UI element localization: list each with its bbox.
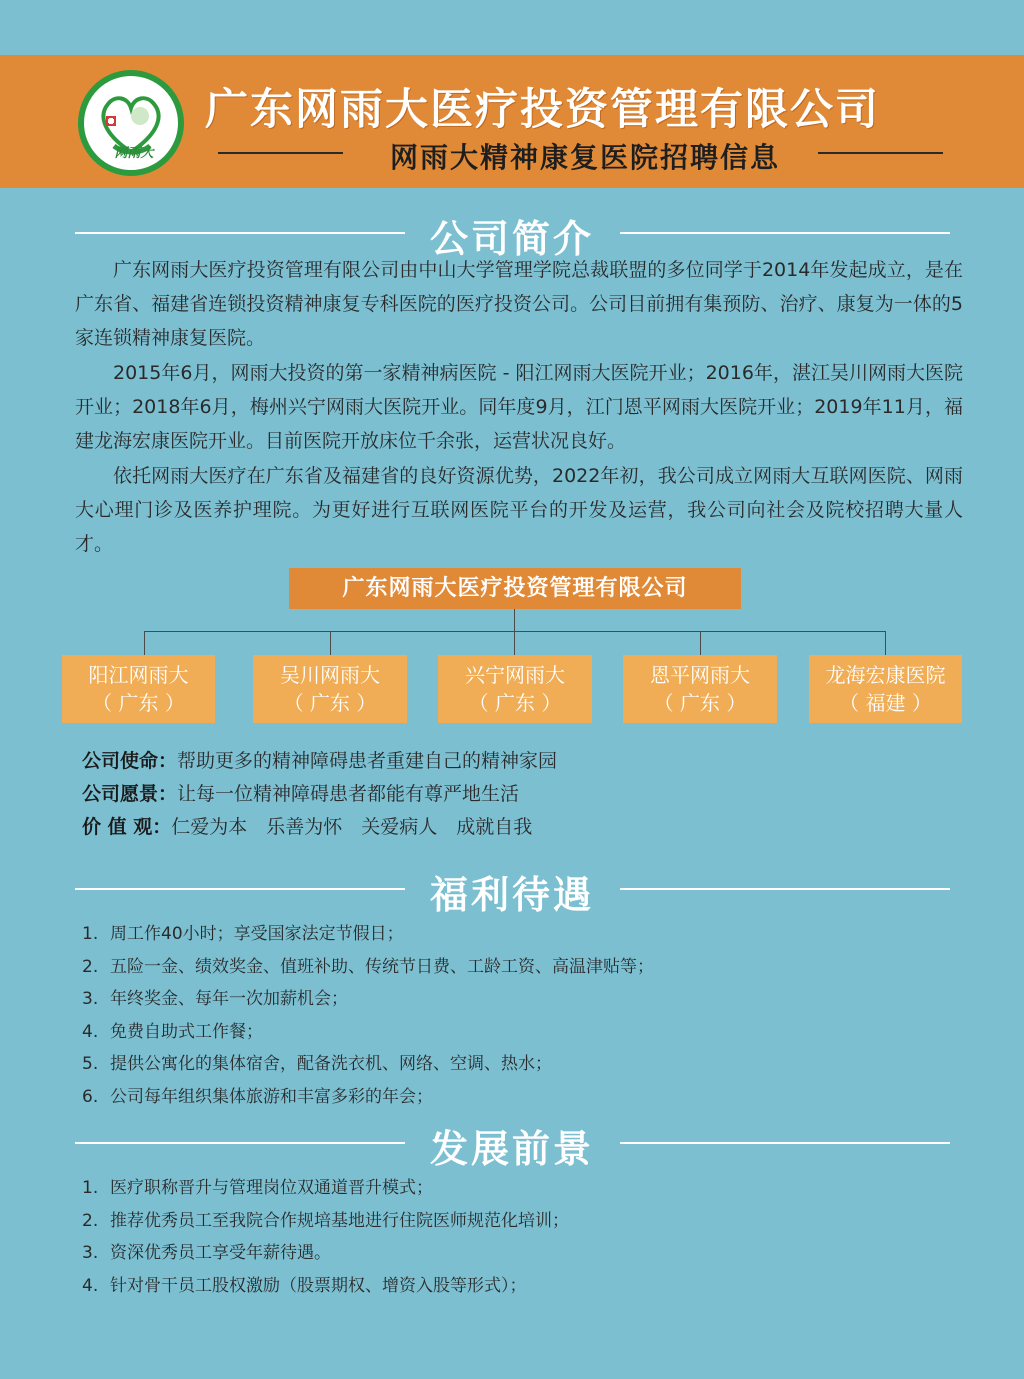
org-branch-region: （ 广东 ） [92, 691, 185, 715]
list-item-text: 医疗职称晋升与管理岗位双通道晋升模式； [110, 1178, 433, 1198]
core-values-text: 仁爱为本 乐善为怀 关爱病人 成就自我 [171, 816, 533, 838]
prospects-heading: 发展前景 [429, 1127, 594, 1171]
list-item [82, 1048, 962, 1081]
list-item [82, 1237, 962, 1270]
prospects-right-rule [620, 1142, 950, 1144]
org-connector-5 [885, 631, 886, 655]
org-branch-region: （ 福建 ） [839, 691, 932, 715]
org-connector-3 [514, 631, 515, 655]
org-connector-vertical [514, 609, 515, 631]
logo-text: 网雨大 [114, 146, 154, 161]
list-item-number: 2. [82, 1210, 99, 1231]
list-item-text: 推荐优秀员工至我院合作规培基地进行住院医师规范化培训； [110, 1210, 569, 1231]
list-item-text: 年终奖金、每年一次加薪机会； [110, 989, 348, 1009]
org-branch-name: 恩平网雨大 [650, 663, 750, 687]
company-logo [78, 70, 184, 176]
org-branch-longhai [809, 655, 962, 723]
intro-paragraph-3: 依托网雨大医疗在广东省及福建省的良好资源优势，2022年初，我公司成立网雨大互联网医院、网雨大心理门诊及医养护理院。为更好进行互联网医院平台的开发及运营，我公司向社会及院校招聘大量人才。 [75, 465, 963, 555]
subtitle: 网雨大精神康复医院招聘信息 [389, 141, 780, 174]
subtitle-right-rule [818, 152, 943, 154]
vision-text: 让每一位精神障碍患者都能有尊严地生活 [177, 783, 520, 805]
mission-label: 公司使命： [82, 750, 178, 772]
org-connector-4 [700, 631, 701, 655]
org-connector-2 [330, 631, 331, 655]
list-item-number: 4. [82, 1275, 99, 1296]
list-item-number: 5. [82, 1054, 99, 1074]
org-branch-enping [623, 655, 777, 723]
list-item-number: 1. [82, 1178, 99, 1198]
list-item-text: 周工作40小时；享受国家法定节假日； [110, 924, 404, 944]
list-item-number: 2. [82, 956, 99, 977]
list-item-number: 1. [82, 924, 99, 944]
intro-left-rule [75, 232, 405, 234]
list-item-text: 公司每年组织集体旅游和丰富多彩的年会； [110, 1086, 433, 1107]
list-item [82, 918, 962, 951]
org-chart-top: 广东网雨大医疗投资管理有限公司 [289, 568, 741, 609]
org-branch-name: 兴宁网雨大 [465, 663, 565, 687]
vision-label: 公司愿景： [82, 783, 178, 805]
intro-heading: 公司简介 [429, 217, 594, 261]
mission-text: 帮助更多的精神障碍患者重建自己的精神家园 [177, 750, 558, 772]
org-branch-region: （ 广东 ） [653, 691, 747, 715]
intro-right-rule [620, 232, 950, 234]
prospects-list [82, 1172, 962, 1302]
mission-row [82, 746, 557, 773]
list-item-text: 免费自助式工作餐； [110, 1021, 263, 1042]
list-item-text: 资深优秀员工享受年薪待遇。 [110, 1243, 331, 1263]
core-values-row [82, 812, 532, 839]
org-branch-wuchuan [253, 655, 407, 723]
list-item-number: 3. [82, 989, 99, 1009]
list-item [82, 1205, 962, 1238]
list-item [82, 1016, 962, 1049]
org-branch-name: 吴川网雨大 [280, 663, 380, 687]
org-connector-1 [144, 631, 145, 655]
list-item [82, 983, 962, 1016]
list-item [82, 1270, 962, 1303]
org-branch-region: （ 广东 ） [468, 691, 562, 715]
subtitle-left-rule [218, 152, 343, 154]
list-item-text: 针对骨干员工股权激励（股票期权、增资入股等形式）； [110, 1275, 527, 1296]
list-item-text: 提供公寓化的集体宿舍，配备洗衣机、网络、空调、热水； [110, 1054, 552, 1074]
org-branch-name: 龙海宏康医院 [825, 663, 946, 687]
benefits-heading: 福利待遇 [429, 873, 594, 917]
company-title: 广东网雨大医疗投资管理有限公司 [205, 85, 880, 135]
vision-row [82, 779, 519, 806]
benefits-left-rule [75, 888, 405, 890]
intro-paragraph-1: 广东网雨大医疗投资管理有限公司由中山大学管理学院总裁联盟的多位同学于2014年发起成立，是在广东省、福建省连锁投资精神康复专科医院的医疗投资公司。公司目前拥有集预防、治疗、康复为一体的5家连锁精神康复医院。 [75, 259, 963, 349]
list-item-number: 6. [82, 1086, 99, 1107]
list-item [82, 1081, 962, 1114]
org-branch-region: （ 广东 ） [283, 691, 377, 715]
list-item-text: 五险一金、绩效奖金、值班补助、传统节日费、工龄工资、高温津贴等； [110, 956, 654, 977]
prospects-left-rule [75, 1142, 405, 1144]
intro-paragraph-2: 2015年6月，网雨大投资的第一家精神病医院 - 阳江网雨大医院开业；2016年，湛江吴川网雨大医院开业；2018年6月，梅州兴宁网雨大医院开业。同年度9月，江门恩平网雨大医院开业；2019年11月，福建龙海宏康医院开业。目前医院开放床位千余张，运营状况良好。 [75, 362, 963, 452]
org-branch-name: 阳江网雨大 [88, 663, 189, 687]
org-branch-yangjiang [62, 655, 215, 723]
benefits-list [82, 918, 962, 1113]
org-connector-horizontal [144, 631, 886, 632]
list-item-number: 4. [82, 1021, 99, 1042]
list-item [82, 951, 962, 984]
core-values-label: 价 值 观： [82, 816, 172, 838]
list-item-number: 3. [82, 1243, 99, 1263]
benefits-right-rule [620, 888, 950, 890]
org-branch-xingning [438, 655, 592, 723]
list-item [82, 1172, 962, 1205]
